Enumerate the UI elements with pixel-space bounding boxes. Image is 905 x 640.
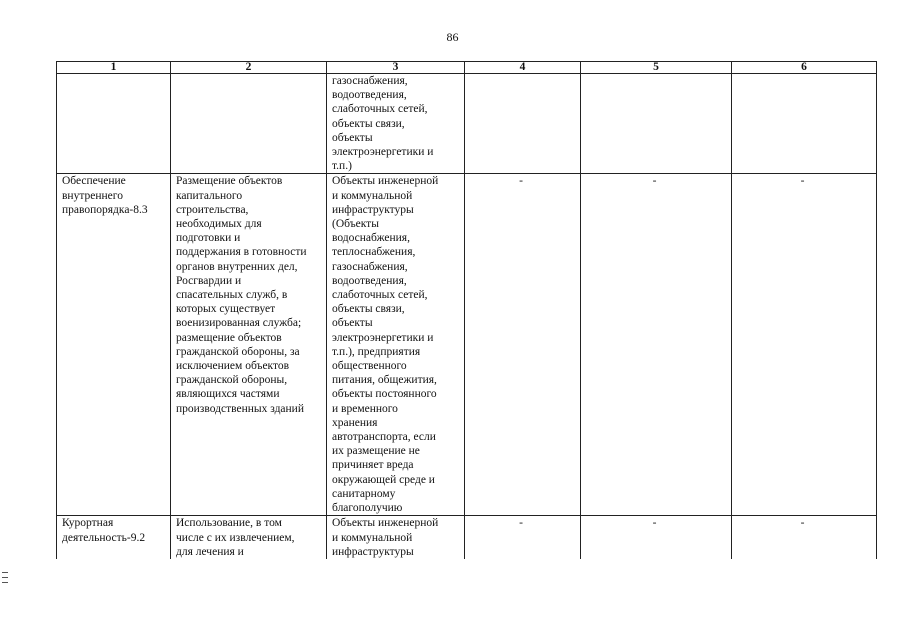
table-cell: - (581, 516, 732, 559)
land-use-table (56, 61, 877, 559)
table-cell (57, 74, 171, 174)
column-header-3: 3 (327, 62, 465, 74)
margin-scan-mark (2, 568, 8, 586)
table-cell (732, 74, 877, 174)
page-number: 86 (446, 30, 459, 44)
table-cell: Обеспечение внутреннего правопорядка-8.3 (57, 174, 171, 516)
column-header-4: 4 (465, 62, 581, 74)
table-row (57, 174, 877, 516)
table-cell: - (581, 174, 732, 516)
column-header-1: 1 (57, 62, 171, 74)
table-cell: Использование, в том числе с их извлечением, для лечения и (171, 516, 327, 559)
table-cell: - (465, 516, 581, 559)
table-cell: - (465, 174, 581, 516)
column-header-2: 2 (171, 62, 327, 74)
table-cell (581, 74, 732, 174)
table-cell (171, 74, 327, 174)
table-row (57, 74, 877, 174)
table-cell: Размещение объектов капитального строительства, необходимых для подготовки и поддержания в готовности органов внутренних дел, Росгвардии и спасательных служб, в которых существует военизированная служба; размещение объектов гражданской обороны, за исключением объектов гражданской обороны, являющихся частями производственных зданий (171, 174, 327, 516)
table-cell: Объекты инженерной и коммунальной инфраструктуры (327, 516, 465, 559)
column-header-5: 5 (581, 62, 732, 74)
table-cell: газоснабжения, водоотведения, слаботочных сетей, объекты связи, объекты электроэнергетики и т.п.) (327, 74, 465, 174)
column-header-6: 6 (732, 62, 877, 74)
table-row (57, 516, 877, 559)
table-cell (465, 74, 581, 174)
table-cell: - (732, 174, 877, 516)
table-cell: Курортная деятельность-9.2 (57, 516, 171, 559)
table-cell: - (732, 516, 877, 559)
table-cell: Объекты инженерной и коммунальной инфраструктуры (Объекты водоснабжения, теплоснабжения, газоснабжения, водоотведения, слаботочных сетей, объекты связи, объекты электроэнергетики и т.п.), предприятия общественного питания, общежития, объекты постоянного и временного хранения автотранспорта, если их размещение не причиняет вреда окружающей среде и санитарному благополучию (327, 174, 465, 516)
header-row (57, 62, 877, 74)
